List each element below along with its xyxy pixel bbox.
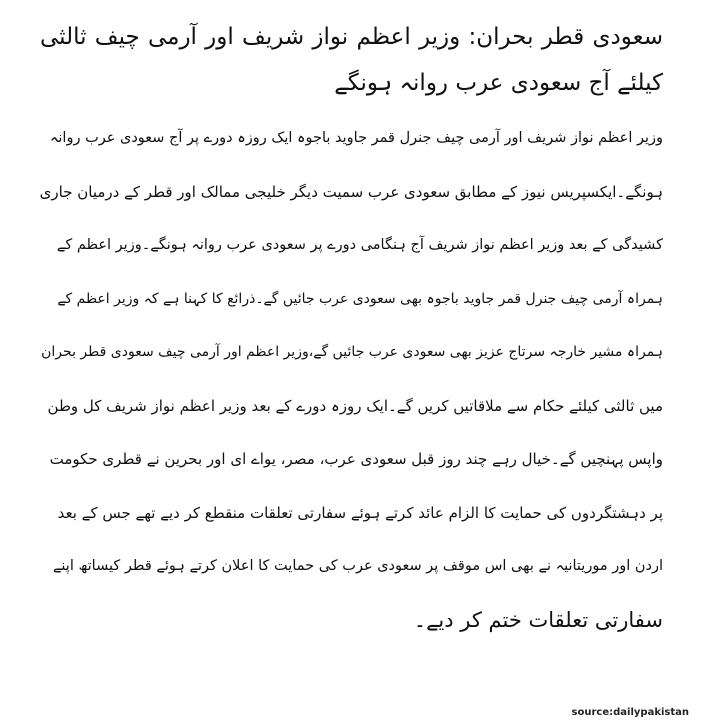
body-line: اردن اور موریتانیہ نے بھی اس موقف پر سعودی عرب کی حمایت کا اعلان کرتے ہوئے قطر کیساتھ اپنے <box>52 558 663 574</box>
body-line: میں ثالثی کیلئے حکام سے ملاقاتیں کریں گے۔ایک روزہ دورے کے بعد وزیر اعظم نواز شریف کل وطن <box>47 396 663 415</box>
headline: سعودی قطر بحران: وزیر اعظم نواز شریف اور آرمی چیف ثالثی کیلئے آج سعودی عرب روانہ ہونگے <box>40 24 663 96</box>
body-line: ہونگے۔ایکسپریس نیوز کے مطابق سعودی عرب سمیت دیگر خلیجی ممالک اور قطر کے درمیان جاری <box>40 182 663 201</box>
body-line: واپس پہنچیں گے۔خیال رہے چند روز قبل سعودی عرب، مصر، یواے ای اور بحرین نے قطری حکومت <box>49 450 663 468</box>
body-line: پر دہشتگردوں کی حمایت کا الزام عائد کرتے ہوئے سفارتی تعلقات منقطع کر دیے تھے جس کے بعد <box>57 503 663 522</box>
body-line: سفارتی تعلقات ختم کر دیے۔ <box>413 607 663 632</box>
body-line: کشیدگی کے بعد وزیر اعظم نواز شریف آج ہنگامی دورے پر سعودی عرب روانہ ہونگے۔وزیر اعظم کے <box>56 237 663 253</box>
body-line: ہمراہ مشیر خارجہ سرتاج عزیز بھی سعودی عرب جائیں گے،وزیر اعظم اور آرمی چیف سعودی قطر بحران <box>41 344 663 360</box>
body-line: وزیر اعظم نواز شریف اور آرمی چیف جنرل قمر جاوید باجوہ ایک روزہ دورے پر آج سعودی عرب روانہ <box>49 130 663 146</box>
source-credit: source:dailypakistan <box>571 707 689 718</box>
body-line: ہمراہ آرمی چیف جنرل قمر جاوید باجوہ بھی سعودی عرب جائیں گے۔ذرائع کا کہنا ہے کہ وزیر اعظم کے <box>57 290 663 307</box>
article-body <box>40 112 663 647</box>
